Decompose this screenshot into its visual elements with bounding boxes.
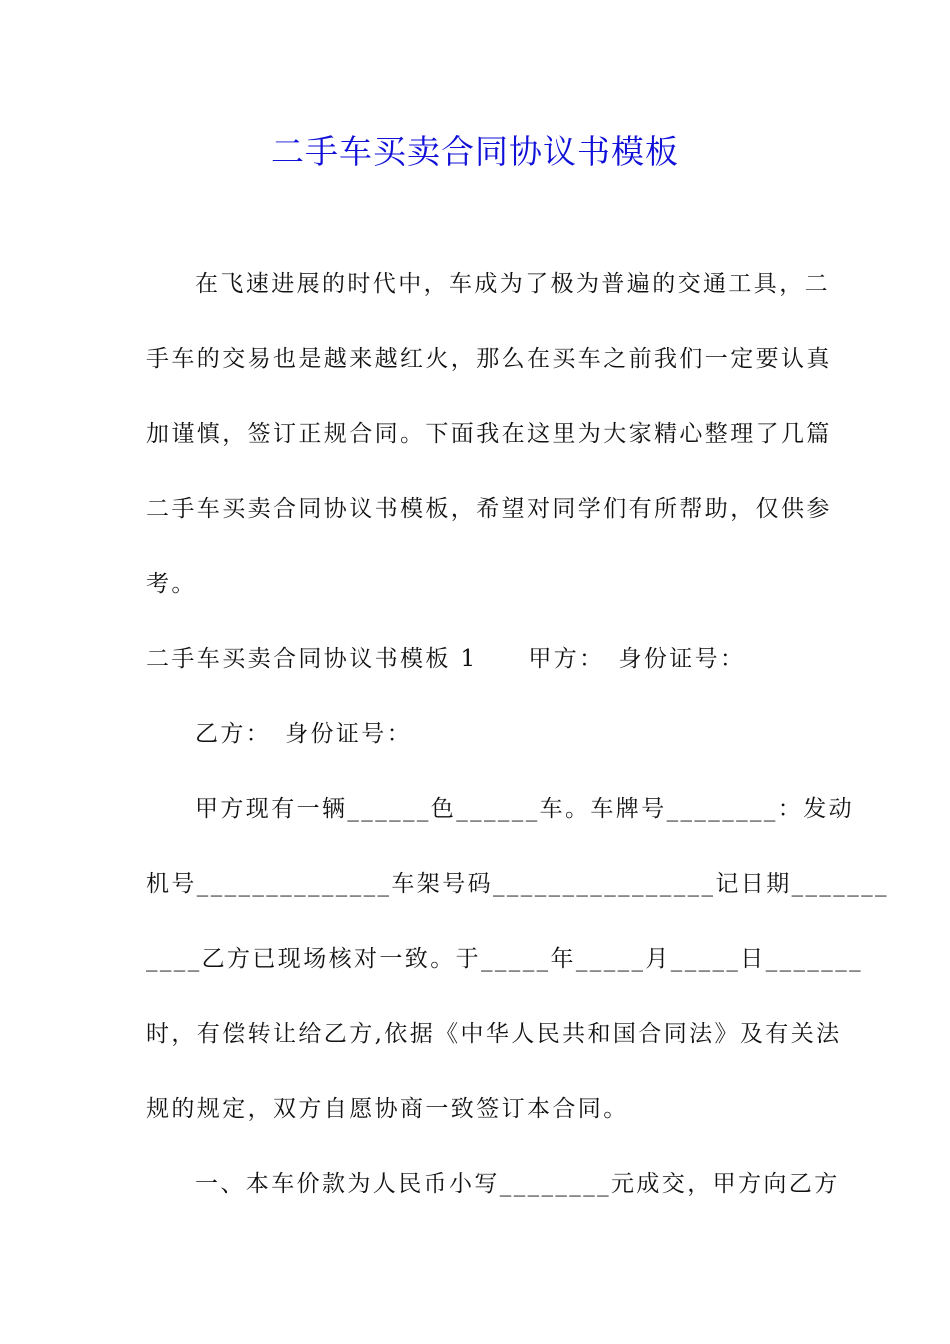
contract-line-1: 甲方现有一辆______色______车。车牌号________：发动 (195, 796, 854, 822)
party-b-line: 乙方： 身份证号： (195, 721, 413, 747)
contract-line-2: 机号______________车架号码________________记日期_______ (146, 871, 889, 897)
contract-line-5: 规的规定，双方自愿协商一致签订本合同。 (146, 1096, 629, 1122)
paragraph-line-1: 在飞速进展的时代中，车成为了极为普遍的交通工具，二 (195, 271, 830, 297)
paragraph-line-5: 考。 (146, 571, 197, 597)
contract-line-4: 时，有偿转让给乙方,依据《中华人民共和国合同法》及有关法 (146, 1021, 842, 1047)
clause-one-line: 一、本车价款为人民币小写________元成交，甲方向乙方 (195, 1171, 840, 1197)
section-heading-line: 二手车买卖合同协议书模板 1 甲方： 身份证号： (146, 646, 746, 672)
paragraph-line-4: 二手车买卖合同协议书模板，希望对同学们有所帮助，仅供参 (146, 496, 832, 522)
paragraph-line-2: 手车的交易也是越来越红火，那么在买车之前我们一定要认真 (146, 346, 832, 372)
paragraph-line-3: 加谨慎，签订正规合同。下面我在这里为大家精心整理了几篇 (146, 421, 832, 447)
contract-line-3: ____乙方已现场核对一致。于_____年_____月_____日_______ (146, 946, 863, 972)
document-title: 二手车买卖合同协议书模板 (271, 132, 679, 171)
